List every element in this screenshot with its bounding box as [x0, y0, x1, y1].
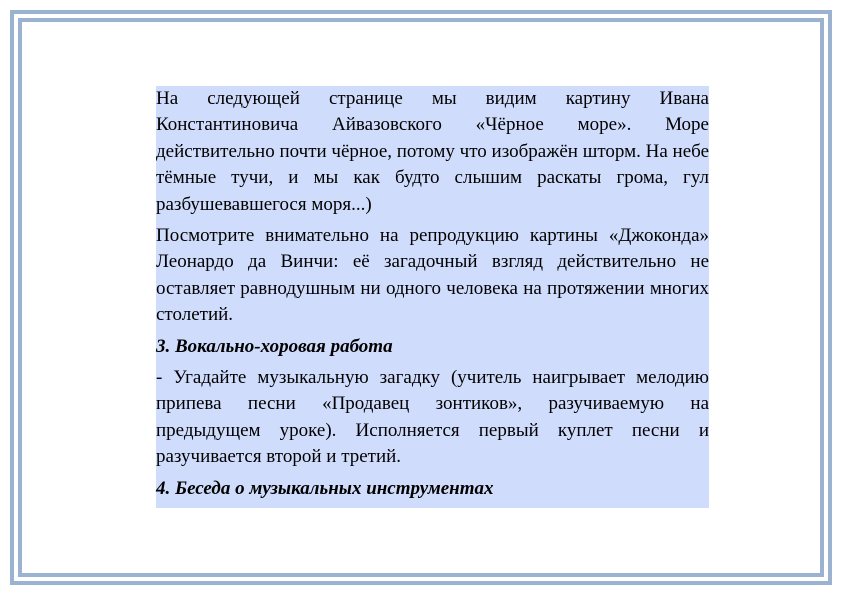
- paragraph-gioconda: Посмотрите внимательно на репродукцию картины «Джоконда» Леонардо да Винчи: её загадочный взгляд действительно не оставляет равнодушным ни одного человека на протяжении многих столетий.: [156, 225, 709, 326]
- section-heading-instruments: 4. Беседа о музыкальных инструментах: [156, 477, 494, 499]
- paragraph-aivazovsky: На следующей странице мы видим картину Ивана Константиновича Айвазовского «Чёрное море». Море действительно почти чёрное, потому что изображён шторм. На небе тёмные тучи, и мы как будто слышим раскаты грома, гул разбушевавшегося моря...): [156, 88, 709, 215]
- document-text-block: [156, 86, 709, 508]
- section-heading-vocal-choral: 3. Вокально-хоровая работа: [156, 335, 393, 357]
- paragraph-musical-riddle: - Угадайте музыкальную загадку (учитель наигрывает мелодию припева песни «Продавец зонтиков», разучиваемую на предыдущем уроке). Исполняется первый куплет песни и разучивается второй и третий.: [156, 367, 709, 468]
